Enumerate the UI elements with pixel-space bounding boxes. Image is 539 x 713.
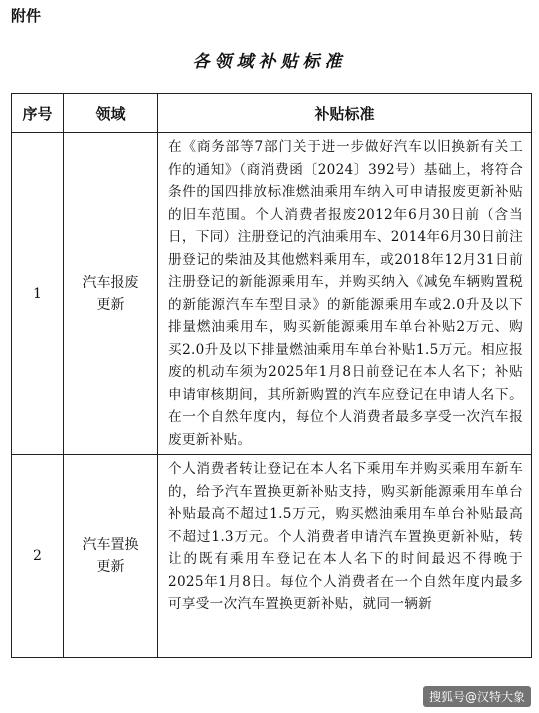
table-row bbox=[12, 133, 532, 455]
row-index: 2 bbox=[12, 455, 64, 658]
subsidy-standards-table bbox=[11, 93, 532, 658]
row-index: 1 bbox=[12, 133, 64, 455]
domain-line: 更新 bbox=[96, 296, 125, 313]
row-standard-text: 个人消费者转让登记在本人名下乘用车并购买乘用车新车的，给予汽车置换更新补贴支持，购买新能源乘用车单台补贴最高不超过1.5万元，购买燃油乘用车单台补贴最高不超过1.3万元。个人消费者申请汽车置换更新补贴，转让的既有乘用车登记在本人名下的时间最迟不得晚于2025年1月8日。每位个人消费者在一个自然年度内最多可享受一次汽车置换更新补贴，就同一辆新 bbox=[158, 455, 532, 658]
domain-line: 汽车置换 bbox=[82, 537, 139, 553]
domain-line: 更新 bbox=[96, 559, 125, 575]
document-title: 各领域补贴标准 bbox=[192, 52, 347, 72]
row-domain bbox=[64, 455, 158, 658]
header-domain: 领域 bbox=[64, 94, 158, 133]
source-watermark: 搜狐号@汉特大象 bbox=[423, 686, 531, 707]
table-header-row bbox=[12, 94, 532, 133]
row-domain bbox=[64, 133, 158, 455]
attachment-label: 附件 bbox=[11, 7, 42, 25]
header-index: 序号 bbox=[12, 94, 64, 133]
table-row bbox=[12, 455, 532, 658]
header-standard: 补贴标准 bbox=[158, 94, 532, 133]
row-standard-text: 在《商务部等7部门关于进一步做好汽车以旧换新有关工作的通知》（商消费函〔2024〕392号）基础上，将符合条件的国四排放标准燃油乘用车纳入可申请报废更新补贴的旧车范围。个人消费者报废2012年6月30日前（含当日，下同）注册登记的汽油乘用车、2014年6月30日前注册登记的柴油及其他燃料乘用车，或2018年12月31日前注册登记的新能源乘用车，并购买纳入《减免车辆购置税的新能源汽车车型目录》的新能源乘用车或2.0升及以下排量燃油乘用车，购买新能源乘用车单台补贴2万元、购买2.0升及以下排量燃油乘用车单台补贴1.5万元。相应报废的机动车须为2025年1月8日前登记在本人名下；补贴申请审核期间，其所新购置的汽车应登记在申请人名下。在一个自然年度内，每位个人消费者最多享受一次汽车报废更新补贴。 bbox=[158, 133, 532, 455]
domain-line: 汽车报废 bbox=[82, 274, 139, 291]
